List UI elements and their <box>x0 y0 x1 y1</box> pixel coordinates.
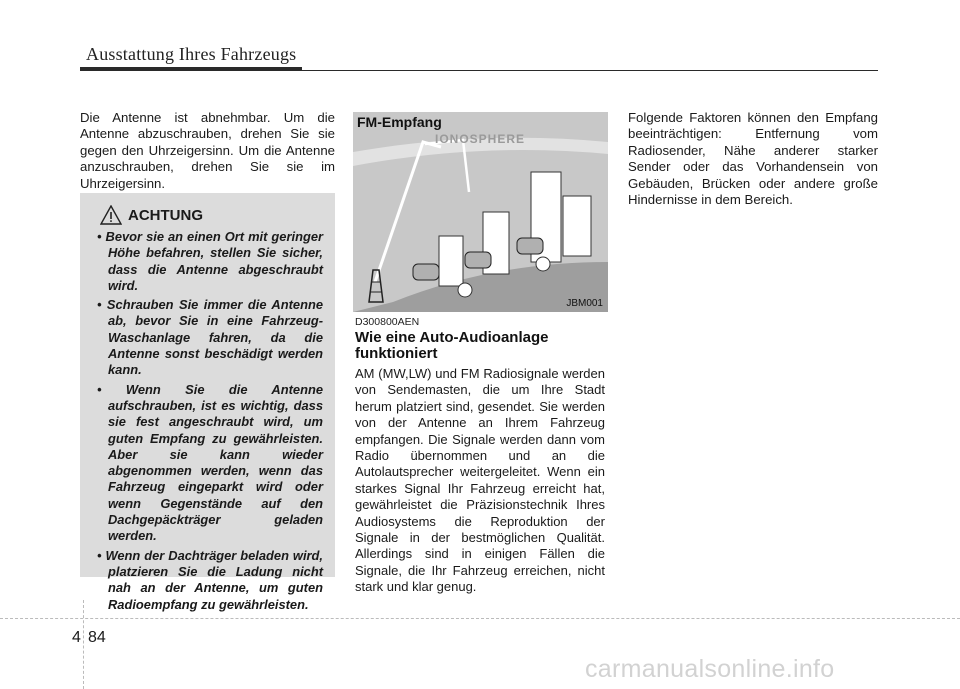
warning-triangle-icon <box>100 205 122 225</box>
page-header-title: Ausstattung Ihres Fahrzeugs <box>86 44 297 64</box>
watermark: carmanualsonline.info <box>585 655 835 683</box>
warning-title: ACHTUNG <box>128 206 203 224</box>
warning-item: • Wenn Sie die Antenne aufschrauben, ist es wichtig, dass sie fest angeschraubt wird, um guten Empfang zu gewährleisten. Aber sie kann wieder abgenommen werden, wenn das Fahrzeug eingeparkt wird oder wenn Gegenstände auf den Dachgepäckträger geladen werden. <box>97 381 323 544</box>
footer-dashed-vline <box>83 600 84 689</box>
warning-box <box>80 193 335 612</box>
warning-item: • Wenn der Dachträger beladen wird, platzieren Sie die Ladung nicht nah an der Antenne, um guten Radioempfang zu gewährleisten. <box>97 547 323 612</box>
warning-list <box>90 229 323 613</box>
header-rule-thin <box>80 70 878 71</box>
figure-code: JBM001 <box>566 298 603 309</box>
fm-reception-figure <box>353 112 608 312</box>
section-code: D300800AEN <box>355 316 420 328</box>
antenna-intro-text: Die Antenne ist abnehmbar. Um die Antenne abzuschrauben, drehen Sie sie gegen den Uhrzeigersinn. Um die Antenne anzuschrauben, drehen Sie sie im Uhrzeigersinn. <box>80 110 335 191</box>
footer-dashed-line <box>0 618 960 619</box>
figure-ionosphere-label: IONOSPHERE <box>435 132 526 146</box>
warning-item: • Schrauben Sie immer die Antenne ab, bevor Sie in eine Fahrzeug-Waschanlage fahren, da die Antenne sonst beschädigt werden kann. <box>97 297 323 378</box>
reception-factors-text: Folgende Faktoren können den Empfang beeinträchtigen: Entfernung vom Radiosender, Nähe anderer starker Sender oder das Vorhandensein von Gebäuden, Brücken oder andere große Hindernisse in dem Bereich. <box>628 110 878 208</box>
warning-item: • Bevor sie an einen Ort mit geringer Höhe befahren, stellen Sie sicher, dass die Antenne abgeschraubt wird. <box>97 229 323 293</box>
section-body: AM (MW,LW) und FM Radiosignale werden von Sendemasten, die um Ihre Stadt herum platziert sind, gesendet. Sie werden von der Antenne an Ihrem Fahrzeug empfangen. Die Signale werden dann vom Radio übernommen und an die Autolautsprecher weitergeleitet. Wenn ein starkes Signal Ihr Fahrzeug erreicht hat, gewährleistet die Präzisionstechnik Ihres Audiosystems die Reproduktion der Signale in der bestmöglichen Qualität. Allerdings sind in einigen Fällen die Signale, die Ihr Fahrzeug erreichen, nicht stark und klar genug. <box>355 366 605 595</box>
warning-header <box>90 205 323 225</box>
page-chapter-number: 4 <box>72 629 81 646</box>
section-title: Wie eine Auto-Audioanlage funktioniert <box>355 329 549 362</box>
page-number: 84 <box>88 629 106 646</box>
figure-title: FM-Empfang <box>357 114 442 130</box>
